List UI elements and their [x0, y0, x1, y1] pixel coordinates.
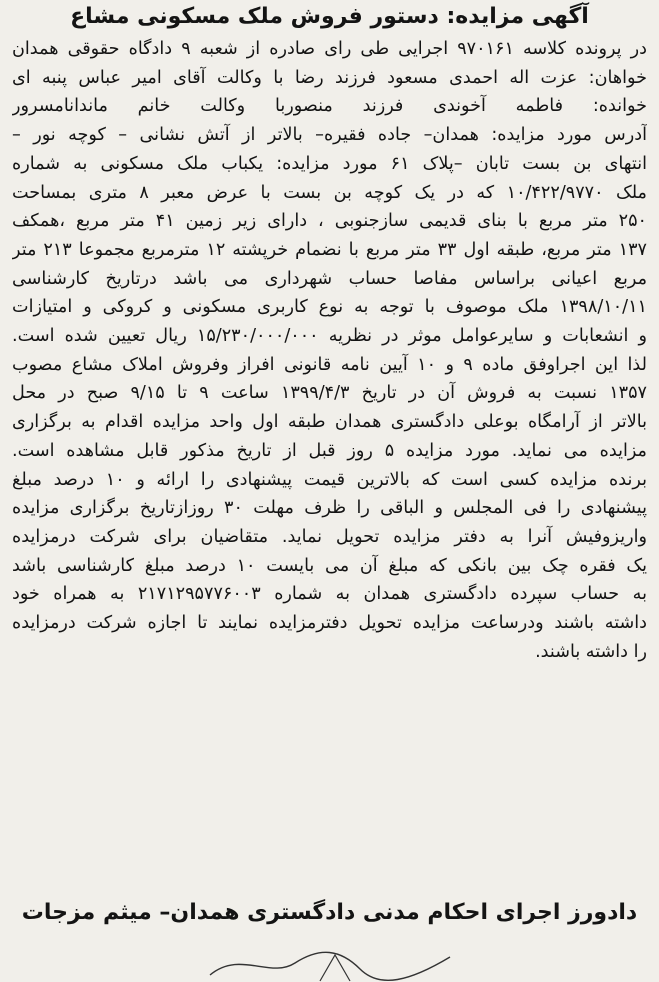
notice-line: برنده مزایده کسی است که بالاترین قیمت پیشنهادی را ارائه و ۱۰ درصد مبلغ — [12, 469, 647, 490]
notice-title: آگهی مزایده: دستور فروش ملک مسکونی مشاع — [70, 4, 589, 29]
notice-line: خوانده: فاطمه آخوندی فرزند منصوربا وکالت خانم ماندانامسرور — [12, 96, 647, 117]
notice-line: ملک ۱۰/۴۲۲/۹۷۷۰ که در یک کوچه بن بست با عرض معبر ۸ متری بمساحت — [12, 182, 647, 203]
handwritten-mark-graphic — [200, 945, 460, 982]
notice-line: بالاتر از آرامگاه بوعلی دادگستری همدان طبقه اول واحد مزایده اقدام به برگزاری — [12, 412, 647, 433]
notice-line: ۱۳۹۸/۱۰/۱۱ ملک موصوف با توجه به نوع کاربری مسکونی و کروکی و امتیازات — [12, 297, 647, 318]
notice-line: پیشنهادی را فی المجلس و الباقی را ظرف مهلت ۳۰ روزازتاریخ برگزاری مزایده — [12, 498, 647, 519]
notice-line: یک فقره چک بین بانکی که مبلغ آن می بایست ۱۰ درصد مبلغ کارشناسی باشد — [12, 555, 647, 576]
notice-line: به حساب سپرده دادگستری همدان به شماره ۲۱۷۱۲۹۵۷۷۶۰۰۳ به همراه خود — [12, 584, 647, 605]
notice-line: در پرونده کلاسه ۹۷۰۱۶۱ اجرایی طی رای صادره از شعبه ۹ دادگاه حقوقی همدان — [12, 39, 647, 59]
notice-line: و انشعابات و سایرعوامل موثر در نظریه ۱۵/۲۳۰/۰۰۰/۰۰۰ ریال تعیین شده است. — [12, 326, 647, 347]
notice-line: داشته باشند ودرساعت مزایده تحویل دفترمزایده نمایند تا اجازه شرکت درمزایده — [12, 613, 647, 634]
notice-line: لذا این اجراوفق ماده ۹ و ۱۰ آیین نامه قانونی افراز وفروش املاک مشاع مصوب — [12, 354, 647, 375]
notice-line: واریزوفیش آنرا به دفتر مزایده تحویل نماید. متقاضیان برای شرکت درمزایده — [12, 526, 647, 547]
notice-line: ۱۳۵۷ نسبت به فروش آن در تاریخ ۱۳۹۹/۴/۳ ساعت ۹ تا ۹/۱۵ صبح در محل — [12, 383, 647, 404]
notice-line: خواهان: عزت اله احمدی مسعود فرزند رضا با وکالت آقای امیر عباس پنبه ای — [12, 67, 647, 88]
notice-line: انتهای بن بست تابان –پلاک ۶۱ مورد مزایده: یکباب ملک مسکونی به شماره — [12, 153, 647, 174]
notice-signature: دادورز اجرای احکام مدنی دادگستری همدان– میثم مزجات — [21, 900, 638, 925]
notice-body — [12, 35, 647, 666]
notice-line: ۲۵۰ متر مربع با بنای قدیمی سازجنوبی ، دارای زیر زمین ۴۱ متر مربع ،همکف — [12, 211, 647, 232]
notice-line: مربع اعیانی براساس مفاصا حساب شهرداری می باشد درتاریخ کارشناسی — [12, 268, 647, 289]
notice-line: مزایده می نماید. مورد مزایده ۵ روز قبل از تاریخ مذکور قابل مشاهده است. — [12, 440, 647, 461]
notice-line: را داشته باشند. — [535, 641, 647, 662]
notice-line: ۱۳۷ متر مربع، طبقه اول ۳۳ متر مربع با نضمام خرپشته ۱۲ مترمربع مجموعا ۲۱۳ متر — [12, 239, 647, 260]
notice-line: آدرس مورد مزایده: همدان– جاده فقیره– بالاتر از آتش نشانی – کوچه نور – — [12, 125, 647, 146]
